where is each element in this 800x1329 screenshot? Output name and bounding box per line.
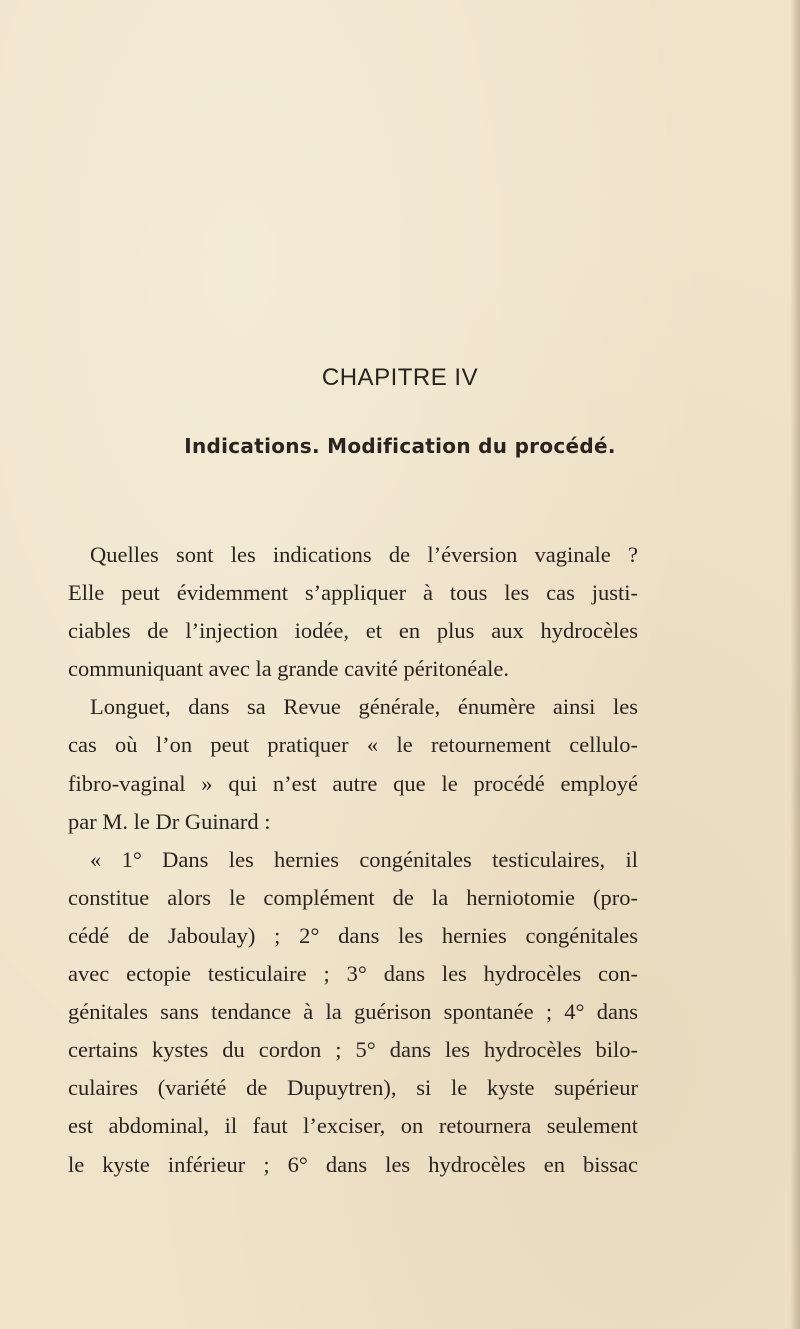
text-line: par M. le Dr Guinard :	[68, 808, 271, 834]
section-title: Indications. Modification du procédé.	[184, 434, 616, 458]
text-line: cas où l’on peut pratiquer « le retournement cellulo-	[68, 732, 638, 758]
text-line: Quelles sont les indications de l’éversion vaginale ?	[90, 542, 638, 567]
text-line: génitales sans tendance à la guérison spontanée ; 4° dans	[68, 999, 638, 1025]
text-line: le kyste inférieur ; 6° dans les hydrocèles en bissac	[68, 1151, 638, 1177]
text-line: ciables de l’injection iodée, et en plus aux hydrocèles	[68, 618, 638, 644]
page-edge-shadow	[790, 0, 800, 1329]
text-line: communiquant avec la grande cavité péritonéale.	[68, 656, 510, 682]
text-line: avec ectopie testiculaire ; 3° dans les hydrocèles con-	[68, 961, 638, 987]
text-line: Elle peut évidemment s’appliquer à tous les cas justi-	[68, 580, 638, 606]
text-line: constitue alors le complément de la herniotomie (pro-	[68, 884, 638, 910]
text-line: est abdominal, il faut l’exciser, on retournera seulement	[68, 1113, 638, 1139]
text-line: certains kystes du cordon ; 5° dans les hydrocèles bilo-	[68, 1037, 638, 1063]
text-line: Longuet, dans sa Revue générale, énumère ainsi les	[90, 694, 638, 720]
text-line: fibro-vaginal » qui n’est autre que le procédé employé	[68, 770, 638, 796]
body-text	[68, 536, 638, 1184]
text-line: « 1° Dans les hernies congénitales testiculaires, il	[90, 846, 638, 872]
text-line: culaires (variété de Dupuytren), si le kyste supérieur	[68, 1075, 638, 1101]
text-line: cédé de Jaboulay) ; 2° dans les hernies congénitales	[68, 922, 638, 948]
chapter-heading: CHAPITRE IV	[321, 364, 479, 391]
